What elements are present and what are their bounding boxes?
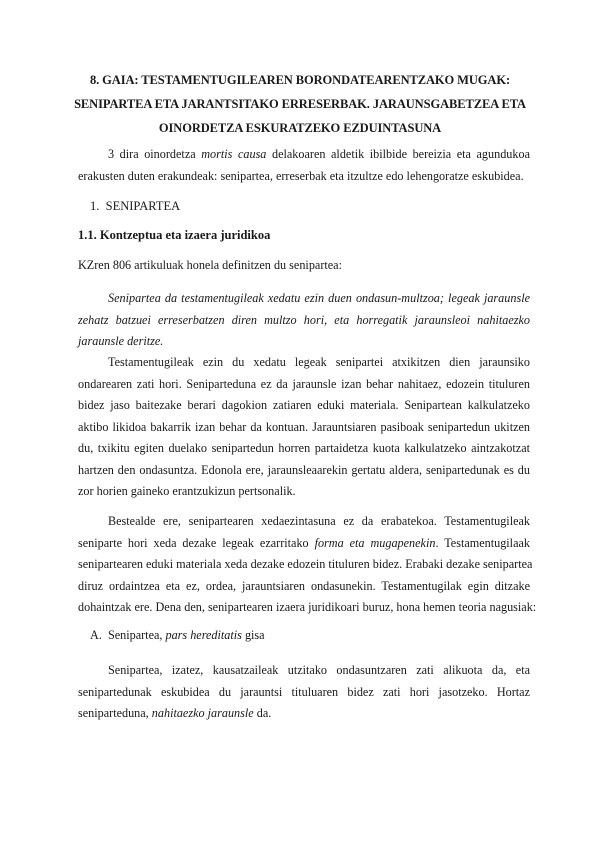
paragraph-2 — [78, 511, 537, 619]
para1-line-5: du, txikitu egiten duelako senipartedun horren partaidetza kuota kalkulatzeko aintzakotzat — [78, 441, 530, 455]
para3-line-1: Senipartea, izatez, kausatzaileak utzitako ondasuntzaren zati alikuota da, eta — [108, 663, 530, 677]
paragraph-1 — [78, 352, 530, 503]
para3-line-2: senipartedunak eskubidea du jarauntsi tituluaren bidez zati hori jasotzeko. Hortaz — [78, 684, 530, 699]
section-heading-senipartea: 1. SENIPARTEA — [90, 199, 181, 213]
para1-line-6: hartzen den ondasuntza. Edonola ere, jaraunsleaarekin gertatu aldera, senipartedunak es du — [78, 462, 530, 477]
para1-line-7: zor horien gaineko erantzukizun pertsonalik. — [78, 484, 296, 498]
chapter-title — [70, 68, 530, 140]
para3-line-3: seniparteduna, nahitaezko jaraunsle da. — [78, 706, 272, 720]
subsection-heading: 1.1. Kontzeptua eta izaera juridikoa — [78, 228, 271, 242]
nahitaezko-jaraunsle-term: nahitaezko jaraunsle — [151, 706, 254, 720]
title-line-3: OINORDETZA ESKURATZEKO EZDUINTASUNA — [158, 121, 442, 135]
intro-paragraph — [78, 144, 530, 187]
intro-line-1: 3 dira oinordetza mortis causa delakoaren aldetik ibilbide bereizia eta agundukoa — [108, 147, 530, 161]
section-heading-a: A. Senipartea, pars hereditatis gisa — [90, 628, 265, 642]
para2-line-2: seniparte hori xeda dezake legeak ezarritako forma eta mugapenekin. Testamentugilaak — [78, 535, 530, 550]
title-line-2: SENIPARTEA ETA JARANTSITAKO ERRESERBAK. JARAUNSGABETZEA ETA — [74, 97, 526, 111]
quote-line-3: jaraunsle deritze. — [78, 334, 164, 348]
para2-line-5: dohaintzak ere. Dena den, senipartearen izaera juridikoari buruz, hona hemen teoria nagusiak: — [78, 600, 537, 614]
paragraph-3 — [78, 660, 530, 725]
para1-line-2: ondarearen zati hori. Seniparteduna ez da jaraunsle izan behar nahitaez, edozein tituluren — [78, 376, 530, 391]
para1-line-1: Testamentugileak ezin du xedatu legeak senipartei atxikitzen dien jaraunsiko — [108, 355, 530, 369]
mortis-causa-term: mortis causa — [201, 147, 267, 161]
title-line-1: 8. GAIA: TESTAMENTUGILEAREN BORONDATEARENTZAKO MUGAK: — [89, 73, 511, 87]
para2-line-4: diruz ordaintzea eta ez, ordea, jarauntsiaren ondasunekin. Testamentugilak egin ditzake — [78, 578, 530, 593]
forma-mugapenekin-term: forma eta mugapenekin — [314, 535, 436, 550]
quote-line-1: Senipartea da testamentugileak xedatu ezin duen ondasun-multzoa; legeak jaraunsle — [108, 291, 530, 305]
kz-article-line: KZren 806 artikuluak honela definitzen du senipartea: — [78, 258, 342, 272]
article-quote — [78, 288, 530, 353]
para2-line-1: Bestealde ere, senipartearen xedaezintasuna ez da erabatekoa. Testamentugileak — [108, 514, 530, 528]
para2-line-3: senipartearen eduki materiala xeda dezake edozein tituluren bidez. Erabaki dezake senipartea — [78, 557, 533, 571]
intro-line-2: erakusten duten erakundeak: senipartea, erreserbak eta itzultze edo lehengoratze eskubidea. — [78, 168, 524, 183]
para1-line-4: aktibo likidoa bakarrik izan behar da kontuan. Jarauntsiaren pasiboak senipartedun ukitzen — [78, 419, 530, 434]
quote-line-2: zehatz batzuei erreserbatzen diren multzo hori, eta horregatik jaraunsleoi nahitaezko — [78, 312, 530, 327]
para1-line-3: bidez jaso baitezake berari dagokion zatiaren eduki materiala. Senipartean kalkulatzeko — [78, 398, 530, 412]
